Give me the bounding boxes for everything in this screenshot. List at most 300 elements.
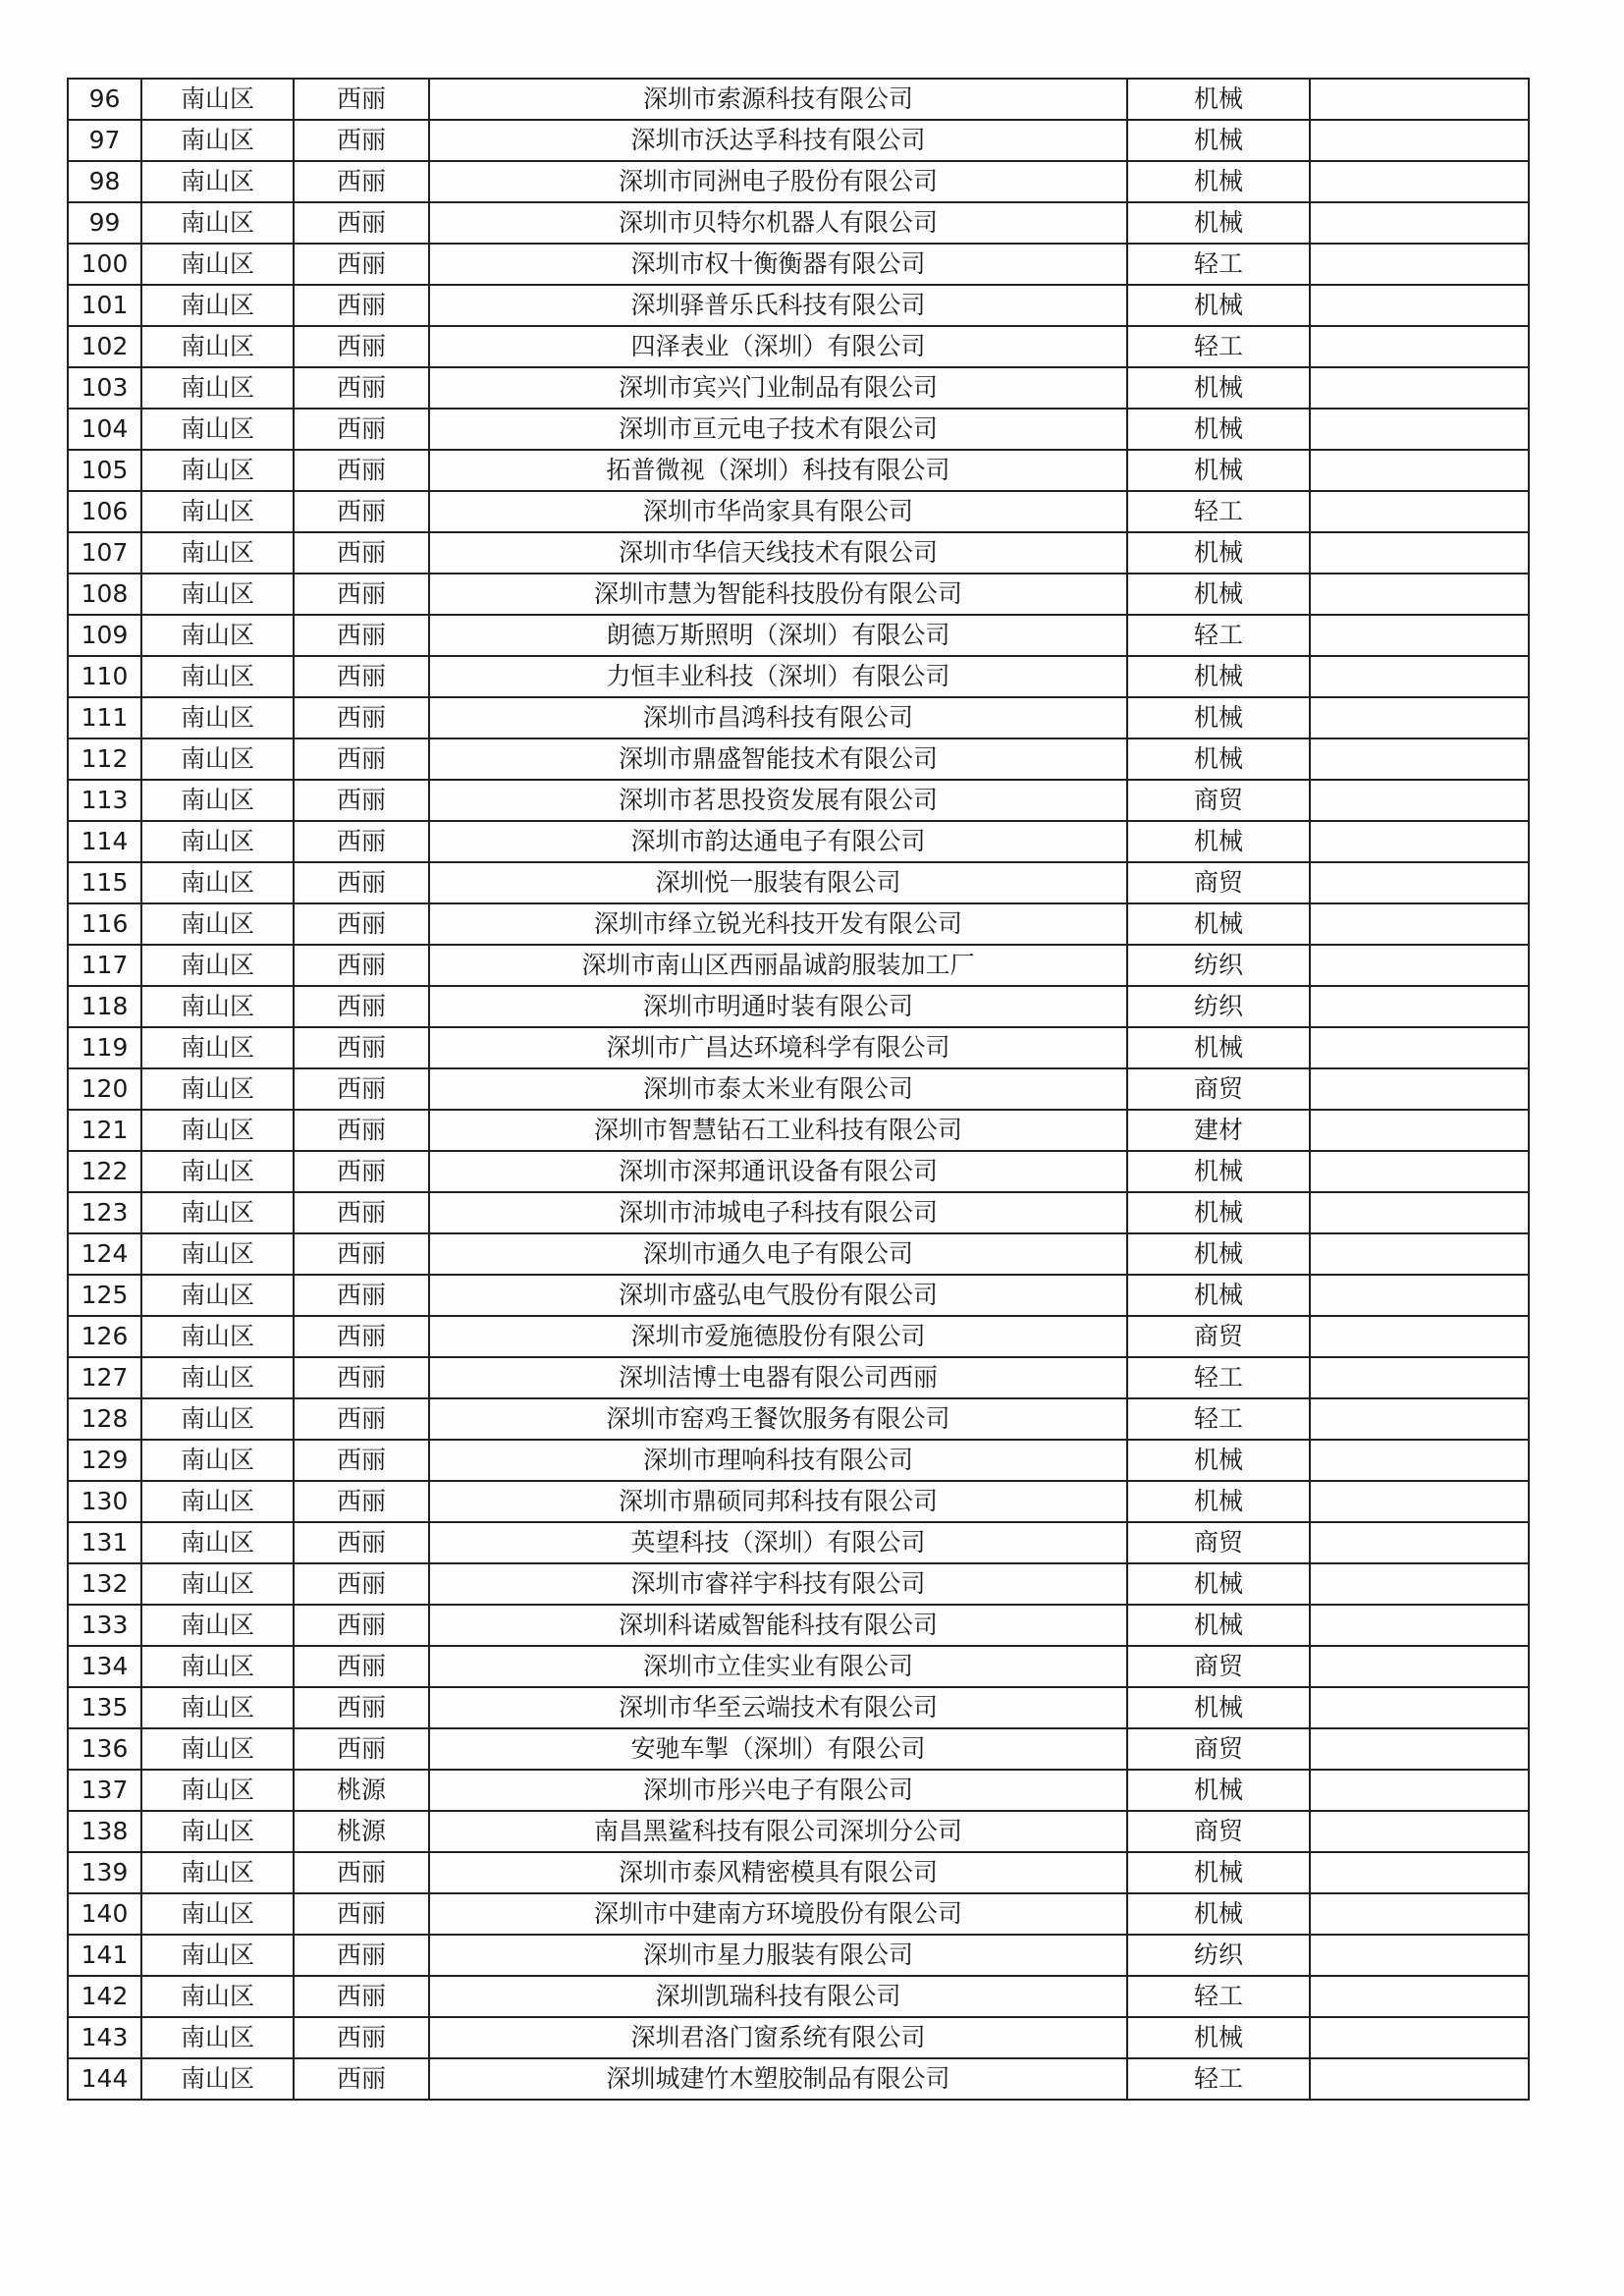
table-row <box>68 244 1529 285</box>
industry-cell: 机械 <box>1127 2017 1310 2058</box>
row-number-cell: 126 <box>68 1316 141 1357</box>
remarks-cell <box>1310 1687 1529 1728</box>
industry-cell: 机械 <box>1127 1770 1310 1811</box>
row-number-cell: 118 <box>68 986 141 1027</box>
table-row <box>68 285 1529 326</box>
row-number-cell: 106 <box>68 491 141 532</box>
industry-cell: 纺织 <box>1127 1935 1310 1976</box>
table-row <box>68 1728 1529 1770</box>
district-cell: 南山区 <box>141 1192 294 1233</box>
district-cell: 南山区 <box>141 1522 294 1563</box>
industry-cell: 机械 <box>1127 202 1310 244</box>
row-number-cell: 101 <box>68 285 141 326</box>
street-cell: 西丽 <box>294 79 429 120</box>
street-cell: 西丽 <box>294 903 429 945</box>
district-cell: 南山区 <box>141 862 294 903</box>
street-cell: 西丽 <box>294 945 429 986</box>
district-cell: 南山区 <box>141 1811 294 1852</box>
row-number-cell: 107 <box>68 532 141 574</box>
row-number-cell: 104 <box>68 409 141 450</box>
district-cell: 南山区 <box>141 244 294 285</box>
row-number-cell: 105 <box>68 450 141 491</box>
remarks-cell <box>1310 1563 1529 1605</box>
industry-cell: 纺织 <box>1127 986 1310 1027</box>
street-cell: 西丽 <box>294 1893 429 1935</box>
remarks-cell <box>1310 1935 1529 1976</box>
remarks-cell <box>1310 2017 1529 2058</box>
remarks-cell <box>1310 1893 1529 1935</box>
district-cell: 南山区 <box>141 1728 294 1770</box>
remarks-cell <box>1310 945 1529 986</box>
remarks-cell <box>1310 1522 1529 1563</box>
remarks-cell <box>1310 1151 1529 1192</box>
table-row <box>68 780 1529 821</box>
table-row <box>68 409 1529 450</box>
street-cell: 西丽 <box>294 367 429 409</box>
table-row <box>68 1233 1529 1275</box>
industry-cell: 轻工 <box>1127 491 1310 532</box>
remarks-cell <box>1310 1192 1529 1233</box>
remarks-cell <box>1310 1770 1529 1811</box>
table-row <box>68 697 1529 738</box>
company-name-cell: 深圳市索源科技有限公司 <box>429 79 1127 120</box>
industry-cell: 机械 <box>1127 1233 1310 1275</box>
row-number-cell: 97 <box>68 120 141 161</box>
company-name-cell: 深圳城建竹木塑胶制品有限公司 <box>429 2058 1127 2100</box>
remarks-cell <box>1310 326 1529 367</box>
street-cell: 西丽 <box>294 1110 429 1151</box>
district-cell: 南山区 <box>141 986 294 1027</box>
table-row <box>68 1646 1529 1687</box>
table-body <box>68 79 1529 2100</box>
row-number-cell: 138 <box>68 1811 141 1852</box>
company-name-cell: 深圳市盛弘电气股份有限公司 <box>429 1275 1127 1316</box>
row-number-cell: 98 <box>68 161 141 202</box>
district-cell: 南山区 <box>141 1027 294 1068</box>
company-name-cell: 深圳市鼎硕同邦科技有限公司 <box>429 1481 1127 1522</box>
street-cell: 西丽 <box>294 821 429 862</box>
district-cell: 南山区 <box>141 1935 294 1976</box>
table-row <box>68 862 1529 903</box>
row-number-cell: 110 <box>68 656 141 697</box>
remarks-cell <box>1310 450 1529 491</box>
remarks-cell <box>1310 780 1529 821</box>
remarks-cell <box>1310 1357 1529 1398</box>
company-name-cell: 深圳市星力服装有限公司 <box>429 1935 1127 1976</box>
remarks-cell <box>1310 2058 1529 2100</box>
district-cell: 南山区 <box>141 1893 294 1935</box>
row-number-cell: 139 <box>68 1852 141 1893</box>
row-number-cell: 116 <box>68 903 141 945</box>
row-number-cell: 136 <box>68 1728 141 1770</box>
row-number-cell: 112 <box>68 738 141 780</box>
remarks-cell <box>1310 1398 1529 1440</box>
remarks-cell <box>1310 1728 1529 1770</box>
company-name-cell: 深圳市智慧钻石工业科技有限公司 <box>429 1110 1127 1151</box>
row-number-cell: 142 <box>68 1976 141 2017</box>
row-number-cell: 99 <box>68 202 141 244</box>
table-row <box>68 615 1529 656</box>
district-cell: 南山区 <box>141 1357 294 1398</box>
table-row <box>68 986 1529 1027</box>
street-cell: 西丽 <box>294 1151 429 1192</box>
industry-cell: 商贸 <box>1127 1522 1310 1563</box>
street-cell: 西丽 <box>294 738 429 780</box>
company-name-cell: 深圳市立佳实业有限公司 <box>429 1646 1127 1687</box>
table-row <box>68 1068 1529 1110</box>
row-number-cell: 125 <box>68 1275 141 1316</box>
table-row <box>68 903 1529 945</box>
row-number-cell: 108 <box>68 574 141 615</box>
company-name-cell: 深圳君洛门窗系统有限公司 <box>429 2017 1127 2058</box>
street-cell: 西丽 <box>294 161 429 202</box>
row-number-cell: 133 <box>68 1605 141 1646</box>
remarks-cell <box>1310 120 1529 161</box>
remarks-cell <box>1310 1068 1529 1110</box>
street-cell: 西丽 <box>294 120 429 161</box>
company-name-cell: 深圳悦一服装有限公司 <box>429 862 1127 903</box>
industry-cell: 商贸 <box>1127 1728 1310 1770</box>
company-name-cell: 深圳市明通时装有限公司 <box>429 986 1127 1027</box>
remarks-cell <box>1310 409 1529 450</box>
street-cell: 西丽 <box>294 1192 429 1233</box>
remarks-cell <box>1310 656 1529 697</box>
company-name-cell: 深圳市绎立锐光科技开发有限公司 <box>429 903 1127 945</box>
company-name-cell: 深圳市睿祥宇科技有限公司 <box>429 1563 1127 1605</box>
remarks-cell <box>1310 697 1529 738</box>
table-row <box>68 367 1529 409</box>
district-cell: 南山区 <box>141 532 294 574</box>
street-cell: 西丽 <box>294 1852 429 1893</box>
industry-cell: 机械 <box>1127 532 1310 574</box>
district-cell: 南山区 <box>141 2017 294 2058</box>
table-row <box>68 945 1529 986</box>
remarks-cell <box>1310 367 1529 409</box>
company-name-cell: 深圳驿普乐氏科技有限公司 <box>429 285 1127 326</box>
industry-cell: 商贸 <box>1127 1316 1310 1357</box>
remarks-cell <box>1310 285 1529 326</box>
company-name-cell: 深圳市窑鸡王餐饮服务有限公司 <box>429 1398 1127 1440</box>
industry-cell: 机械 <box>1127 120 1310 161</box>
company-name-cell: 朗德万斯照明（深圳）有限公司 <box>429 615 1127 656</box>
table-row <box>68 656 1529 697</box>
table-row <box>68 2058 1529 2100</box>
district-cell: 南山区 <box>141 285 294 326</box>
company-name-cell: 深圳市韵达通电子有限公司 <box>429 821 1127 862</box>
street-cell: 西丽 <box>294 1357 429 1398</box>
district-cell: 南山区 <box>141 1687 294 1728</box>
company-name-cell: 深圳市慧为智能科技股份有限公司 <box>429 574 1127 615</box>
row-number-cell: 114 <box>68 821 141 862</box>
row-number-cell: 124 <box>68 1233 141 1275</box>
street-cell: 西丽 <box>294 1563 429 1605</box>
row-number-cell: 144 <box>68 2058 141 2100</box>
row-number-cell: 115 <box>68 862 141 903</box>
industry-cell: 轻工 <box>1127 1357 1310 1398</box>
district-cell: 南山区 <box>141 1563 294 1605</box>
company-name-cell: 深圳市中建南方环境股份有限公司 <box>429 1893 1127 1935</box>
district-cell: 南山区 <box>141 1770 294 1811</box>
district-cell: 南山区 <box>141 821 294 862</box>
industry-cell: 机械 <box>1127 1440 1310 1481</box>
remarks-cell <box>1310 903 1529 945</box>
district-cell: 南山区 <box>141 1852 294 1893</box>
remarks-cell <box>1310 202 1529 244</box>
table-row <box>68 1440 1529 1481</box>
table-row <box>68 1316 1529 1357</box>
table-row <box>68 120 1529 161</box>
company-name-cell: 深圳市沃达孚科技有限公司 <box>429 120 1127 161</box>
remarks-cell <box>1310 1605 1529 1646</box>
industry-cell: 机械 <box>1127 1852 1310 1893</box>
row-number-cell: 141 <box>68 1935 141 1976</box>
district-cell: 南山区 <box>141 326 294 367</box>
remarks-cell <box>1310 1852 1529 1893</box>
street-cell: 西丽 <box>294 202 429 244</box>
street-cell: 桃源 <box>294 1770 429 1811</box>
street-cell: 西丽 <box>294 1687 429 1728</box>
remarks-cell <box>1310 1316 1529 1357</box>
street-cell: 西丽 <box>294 656 429 697</box>
remarks-cell <box>1310 615 1529 656</box>
street-cell: 西丽 <box>294 862 429 903</box>
table-row <box>68 1522 1529 1563</box>
industry-cell: 轻工 <box>1127 615 1310 656</box>
company-name-cell: 深圳市理响科技有限公司 <box>429 1440 1127 1481</box>
table-row <box>68 821 1529 862</box>
row-number-cell: 129 <box>68 1440 141 1481</box>
district-cell: 南山区 <box>141 1440 294 1481</box>
table-row <box>68 738 1529 780</box>
row-number-cell: 132 <box>68 1563 141 1605</box>
street-cell: 西丽 <box>294 1935 429 1976</box>
industry-cell: 轻工 <box>1127 1976 1310 2017</box>
industry-cell: 机械 <box>1127 285 1310 326</box>
street-cell: 西丽 <box>294 986 429 1027</box>
remarks-cell <box>1310 1440 1529 1481</box>
row-number-cell: 135 <box>68 1687 141 1728</box>
remarks-cell <box>1310 532 1529 574</box>
industry-cell: 商贸 <box>1127 1068 1310 1110</box>
remarks-cell <box>1310 244 1529 285</box>
district-cell: 南山区 <box>141 945 294 986</box>
industry-cell: 机械 <box>1127 1275 1310 1316</box>
table-row <box>68 1893 1529 1935</box>
street-cell: 西丽 <box>294 244 429 285</box>
district-cell: 南山区 <box>141 1110 294 1151</box>
row-number-cell: 137 <box>68 1770 141 1811</box>
remarks-cell <box>1310 1275 1529 1316</box>
industry-cell: 机械 <box>1127 1687 1310 1728</box>
district-cell: 南山区 <box>141 1151 294 1192</box>
district-cell: 南山区 <box>141 367 294 409</box>
street-cell: 西丽 <box>294 1233 429 1275</box>
industry-cell: 机械 <box>1127 697 1310 738</box>
industry-cell: 轻工 <box>1127 1398 1310 1440</box>
street-cell: 西丽 <box>294 1976 429 2017</box>
company-name-cell: 深圳市宾兴门业制品有限公司 <box>429 367 1127 409</box>
street-cell: 西丽 <box>294 1440 429 1481</box>
district-cell: 南山区 <box>141 903 294 945</box>
district-cell: 南山区 <box>141 1275 294 1316</box>
table-row <box>68 1563 1529 1605</box>
company-name-cell: 深圳市深邦通讯设备有限公司 <box>429 1151 1127 1192</box>
company-name-cell: 深圳市沛城电子科技有限公司 <box>429 1192 1127 1233</box>
row-number-cell: 123 <box>68 1192 141 1233</box>
industry-cell: 轻工 <box>1127 326 1310 367</box>
company-name-cell: 深圳市广昌达环境科学有限公司 <box>429 1027 1127 1068</box>
street-cell: 西丽 <box>294 532 429 574</box>
row-number-cell: 130 <box>68 1481 141 1522</box>
table-row <box>68 1935 1529 1976</box>
street-cell: 西丽 <box>294 1646 429 1687</box>
industry-cell: 机械 <box>1127 1192 1310 1233</box>
row-number-cell: 128 <box>68 1398 141 1440</box>
company-name-cell: 深圳市泰太米业有限公司 <box>429 1068 1127 1110</box>
district-cell: 南山区 <box>141 1233 294 1275</box>
company-name-cell: 四泽表业（深圳）有限公司 <box>429 326 1127 367</box>
company-name-cell: 深圳市泰风精密模具有限公司 <box>429 1852 1127 1893</box>
row-number-cell: 103 <box>68 367 141 409</box>
street-cell: 西丽 <box>294 1316 429 1357</box>
table-row <box>68 574 1529 615</box>
district-cell: 南山区 <box>141 120 294 161</box>
street-cell: 西丽 <box>294 780 429 821</box>
remarks-cell <box>1310 491 1529 532</box>
industry-cell: 机械 <box>1127 1027 1310 1068</box>
industry-cell: 轻工 <box>1127 2058 1310 2100</box>
row-number-cell: 120 <box>68 1068 141 1110</box>
district-cell: 南山区 <box>141 1316 294 1357</box>
table-row <box>68 1687 1529 1728</box>
industry-cell: 机械 <box>1127 409 1310 450</box>
district-cell: 南山区 <box>141 780 294 821</box>
district-cell: 南山区 <box>141 697 294 738</box>
table-row <box>68 491 1529 532</box>
industry-cell: 机械 <box>1127 574 1310 615</box>
company-name-cell: 深圳市贝特尔机器人有限公司 <box>429 202 1127 244</box>
district-cell: 南山区 <box>141 1481 294 1522</box>
street-cell: 西丽 <box>294 1605 429 1646</box>
industry-cell: 轻工 <box>1127 244 1310 285</box>
company-name-cell: 拓普微视（深圳）科技有限公司 <box>429 450 1127 491</box>
table-row <box>68 1398 1529 1440</box>
company-name-cell: 力恒丰业科技（深圳）有限公司 <box>429 656 1127 697</box>
remarks-cell <box>1310 574 1529 615</box>
district-cell: 南山区 <box>141 1976 294 2017</box>
remarks-cell <box>1310 1976 1529 2017</box>
street-cell: 西丽 <box>294 409 429 450</box>
industry-cell: 商贸 <box>1127 1811 1310 1852</box>
row-number-cell: 119 <box>68 1027 141 1068</box>
district-cell: 南山区 <box>141 738 294 780</box>
street-cell: 西丽 <box>294 1398 429 1440</box>
street-cell: 西丽 <box>294 1275 429 1316</box>
industry-cell: 建材 <box>1127 1110 1310 1151</box>
district-cell: 南山区 <box>141 161 294 202</box>
street-cell: 西丽 <box>294 491 429 532</box>
street-cell: 西丽 <box>294 697 429 738</box>
company-name-cell: 深圳市昌鸿科技有限公司 <box>429 697 1127 738</box>
industry-cell: 机械 <box>1127 161 1310 202</box>
remarks-cell <box>1310 986 1529 1027</box>
table-row <box>68 326 1529 367</box>
industry-cell: 机械 <box>1127 1563 1310 1605</box>
company-name-cell: 深圳科诺威智能科技有限公司 <box>429 1605 1127 1646</box>
company-name-cell: 深圳市鼎盛智能技术有限公司 <box>429 738 1127 780</box>
remarks-cell <box>1310 1110 1529 1151</box>
company-name-cell: 深圳市同洲电子股份有限公司 <box>429 161 1127 202</box>
table-row <box>68 1357 1529 1398</box>
street-cell: 西丽 <box>294 285 429 326</box>
street-cell: 桃源 <box>294 1811 429 1852</box>
industry-cell: 机械 <box>1127 450 1310 491</box>
industry-cell: 机械 <box>1127 738 1310 780</box>
company-name-cell: 深圳市华信天线技术有限公司 <box>429 532 1127 574</box>
industry-cell: 机械 <box>1127 367 1310 409</box>
table-row <box>68 450 1529 491</box>
table-row <box>68 1275 1529 1316</box>
company-name-cell: 深圳市爱施德股份有限公司 <box>429 1316 1127 1357</box>
table-row <box>68 1151 1529 1192</box>
street-cell: 西丽 <box>294 1027 429 1068</box>
industry-cell: 商贸 <box>1127 862 1310 903</box>
remarks-cell <box>1310 79 1529 120</box>
district-cell: 南山区 <box>141 574 294 615</box>
industry-cell: 机械 <box>1127 903 1310 945</box>
district-cell: 南山区 <box>141 202 294 244</box>
remarks-cell <box>1310 862 1529 903</box>
remarks-cell <box>1310 1646 1529 1687</box>
row-number-cell: 117 <box>68 945 141 986</box>
table-row <box>68 1110 1529 1151</box>
street-cell: 西丽 <box>294 450 429 491</box>
remarks-cell <box>1310 1811 1529 1852</box>
district-cell: 南山区 <box>141 1398 294 1440</box>
street-cell: 西丽 <box>294 2017 429 2058</box>
enterprise-table <box>67 78 1530 2101</box>
street-cell: 西丽 <box>294 1068 429 1110</box>
table-row <box>68 1481 1529 1522</box>
company-name-cell: 安驰车掣（深圳）有限公司 <box>429 1728 1127 1770</box>
table-row <box>68 1852 1529 1893</box>
company-name-cell: 深圳市华至云端技术有限公司 <box>429 1687 1127 1728</box>
district-cell: 南山区 <box>141 79 294 120</box>
row-number-cell: 96 <box>68 79 141 120</box>
district-cell: 南山区 <box>141 1646 294 1687</box>
company-name-cell: 深圳市亘元电子技术有限公司 <box>429 409 1127 450</box>
industry-cell: 机械 <box>1127 1893 1310 1935</box>
street-cell: 西丽 <box>294 615 429 656</box>
district-cell: 南山区 <box>141 656 294 697</box>
table-row <box>68 1976 1529 2017</box>
industry-cell: 商贸 <box>1127 780 1310 821</box>
industry-cell: 机械 <box>1127 1481 1310 1522</box>
row-number-cell: 109 <box>68 615 141 656</box>
table-row <box>68 202 1529 244</box>
company-name-cell: 深圳市南山区西丽晶诚韵服装加工厂 <box>429 945 1127 986</box>
industry-cell: 机械 <box>1127 79 1310 120</box>
table-row <box>68 161 1529 202</box>
industry-cell: 机械 <box>1127 1151 1310 1192</box>
street-cell: 西丽 <box>294 1728 429 1770</box>
row-number-cell: 140 <box>68 1893 141 1935</box>
district-cell: 南山区 <box>141 1605 294 1646</box>
company-name-cell: 南昌黑鲨科技有限公司深圳分公司 <box>429 1811 1127 1852</box>
company-name-cell: 深圳市通久电子有限公司 <box>429 1233 1127 1275</box>
company-name-cell: 深圳洁博士电器有限公司西丽 <box>429 1357 1127 1398</box>
remarks-cell <box>1310 1233 1529 1275</box>
